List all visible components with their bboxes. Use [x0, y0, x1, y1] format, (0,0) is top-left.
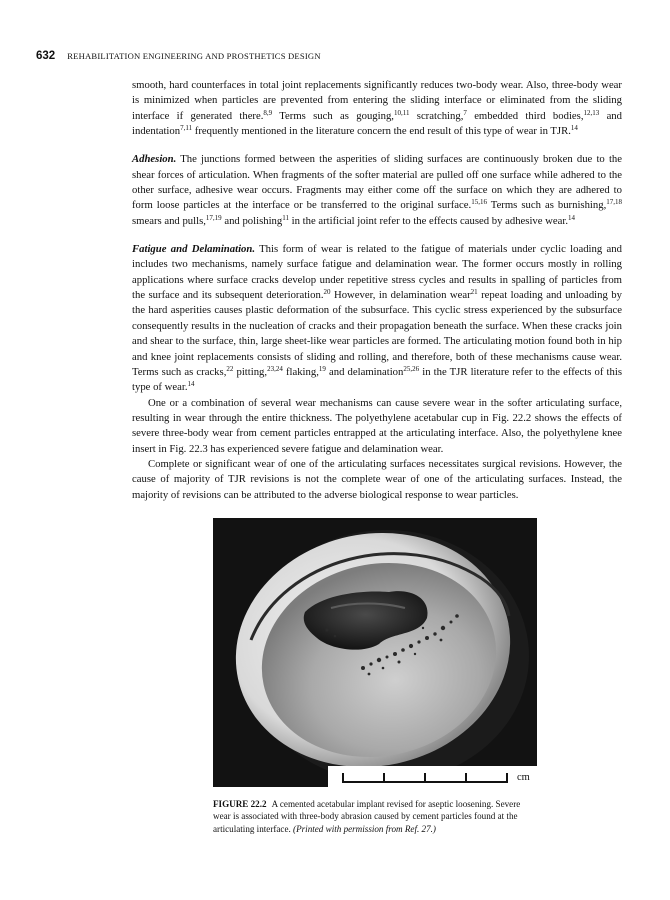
figure-label: FIGURE 22.2 [213, 799, 267, 809]
page-header [36, 46, 321, 64]
paragraph-revisions: Complete or significant wear of one of the articulating surfaces necessitates surgical revisions. However, the cause of majority of TJR revisions is not the complete wear of one of the articulating surfaces. Instead, the majority of revisions can be attributed to the adverse biological response to wear particles. [132, 457, 622, 501]
figure-photo-acetabular-cup [213, 518, 537, 787]
body-text [132, 78, 622, 503]
caption-credit: (Printed with permission from Ref. 27.) [293, 823, 436, 834]
section-heading-fatigue: Fatigue and Delamination. [132, 243, 255, 256]
paragraph-fatigue-delamination: Fatigue and Delamination. This form of wear is related to the fatigue of materials under cyclic loading and includes two mechanisms, namely surface fatigue and delamination wear. The former occurs mostly in rolling applications where surface cracks develop under repetitive stress cycles and results in spalling of particles from the surface and its subsequent deterioration.$^{20}$ However, in delamination wear$^{21}$ repeat loading and unloading by the hard asperities causes plastic deformation of the subsurface. This cyclic stress experienced by the subsurface consequently results in the nucleation of cracks and their propagation beneath the surface. When these cracks join and shear to the surface, thin, large sheet-like wear particles are formed. The articulating motion found both in hip and knee joint replacements consists of sliding and rolling, and therefore, both of these mechanisms cause wear. Terms such as cracks,$^{22}$ pitting,$^{23,24}$ flaking,$^{19}$ and delamination$^{25,26}$ in the TJR literature refer to the effects of this type of wear.$^{14}$ [132, 243, 622, 394]
scale-unit-label: cm [517, 772, 530, 783]
running-title: REHABILITATION ENGINEERING AND PROSTHETICS DESIGN [67, 51, 321, 61]
paragraph-combination-wear: One or a combination of several wear mechanisms can cause severe wear in the softer articulating surface, resulting in wear through the entire thickness. The polyethylene acetabular cup in Fig. 22.2 shows the effects of severe three-body wear from cement particles entrapped at the articulating interface. Also, the polyethylene knee insert in Fig. 22.3 has experienced severe fatigue and delamination wear. [132, 396, 622, 455]
scale-bar-ruler [328, 766, 518, 788]
paragraph-adhesion: Adhesion. The junctions formed between the asperities of sliding surfaces are continuously broken due to the shear forces of articulation. When fragments of the softer material are pulled off one surface while adhered to the other surface, adhesive wear occurs. Fragments may either come off the surface on which they are adhered to form loose particles at the interface or be transferred to the original surface.$^{15,16}$ Terms such as burnishing,$^{17,18}$ smears and pulls,$^{17,19}$ and polishing$^{11}$ in the artificial joint refer to the effects caused by adhesive wear.$^{14}$ [132, 153, 623, 227]
section-heading-adhesion: Adhesion. [132, 153, 177, 166]
paragraph-two-body-wear: smooth, hard counterfaces in total joint replacements significantly reduces two-body wear. Also, three-body wear is minimized when particles are prevented from entering the sliding interface or eliminated from the sliding interface if generated there.$^{8,9}$ Terms such as gouging,$^{10,11}$ scratching,$^7$ embedded third bodies,$^{12,13}$ and indentation$^{7,11}$ frequently mentioned in the literature concern the end result of this type of wear in TJR.$^{14}$ [132, 79, 622, 138]
scale-bar [328, 766, 540, 788]
figure-caption [213, 798, 539, 835]
caption-text: A cemented acetabular implant revised for aseptic loosening. Severe wear is associated with three-body abrasion caused by cement particles found at the articulating interface. [213, 799, 521, 834]
cup-photo-illustration [213, 518, 537, 787]
page-number: 632 [36, 50, 56, 62]
